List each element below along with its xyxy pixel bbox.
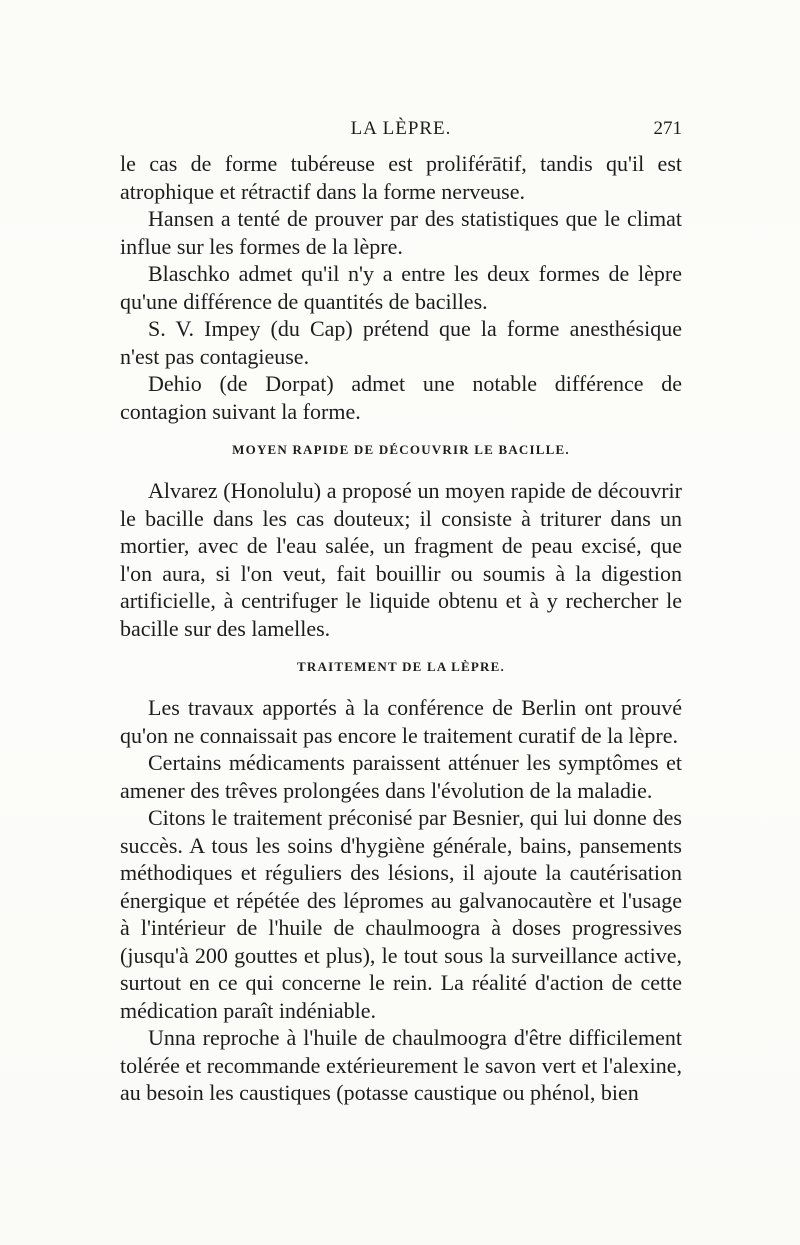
paragraph: Blaschko admet qu'il n'y a entre les deux formes de lèpre qu'une différence de quantités de bacilles. — [120, 261, 682, 314]
page-header — [120, 118, 682, 144]
page-number: 271 — [653, 118, 682, 139]
paragraph: Unna reproche à l'huile de chaulmoogra d'être difficilement tolérée et recommande extérieurement le savon vert et l'alexine, au besoin les caustiques (potasse caustique ou phénol, bien — [120, 1025, 682, 1105]
section-heading: TRAITEMENT DE LA LÈPRE. — [297, 659, 505, 674]
section-heading: MOYEN RAPIDE DE DÉCOUVRIR LE BACILLE. — [232, 442, 570, 457]
paragraph: Les travaux apportés à la conférence de Berlin ont prouvé qu'on ne connaissait pas encore le traitement curatif de la lèpre. — [120, 695, 682, 748]
page-body — [120, 150, 682, 1107]
paragraph: Citons le traitement préconisé par Besnier, qui lui donne des succès. A tous les soins d'hygiène générale, bains, pansements méthodiques et réguliers des lésions, il ajoute la cautérisation énergique et répétée des lépromes au galvanocautère et l'usage à l'intérieur de l'huile de chaulmoogra à doses progressives (jusqu'à 200 gouttes et plus), le tout sous la surveillance active, surtout en ce qui concerne le rein. La réalité d'action de cette médication paraît indéniable. — [120, 805, 682, 1023]
paragraph: Alvarez (Honolulu) a proposé un moyen rapide de découvrir le bacille dans les cas douteux; il consiste à triturer dans un mortier, avec de l'eau salée, un fragment de peau excisé, que l'on aura, si l'on veut, fait bouillir ou soumis à la digestion artificielle, à centrifuger le liquide obtenu et à y rechercher le bacille sur des lamelles. — [120, 478, 682, 641]
paragraph: Certains médicaments paraissent atténuer les symptômes et amener des trêves prolongées dans l'évolution de la maladie. — [120, 750, 682, 803]
paragraph: le cas de forme tubéreuse est proliférātif, tandis qu'il est atrophique et rétractif dans la forme nerveuse. — [120, 151, 682, 204]
paragraph: Dehio (de Dorpat) admet une notable différence de contagion suivant la forme. — [120, 371, 682, 424]
paragraph: S. V. Impey (du Cap) prétend que la forme anesthésique n'est pas contagieuse. — [120, 316, 682, 369]
paragraph: Hansen a tenté de prouver par des statistiques que le climat influe sur les formes de la lèpre. — [120, 206, 682, 259]
running-head: LA LÈPRE. — [350, 118, 452, 139]
